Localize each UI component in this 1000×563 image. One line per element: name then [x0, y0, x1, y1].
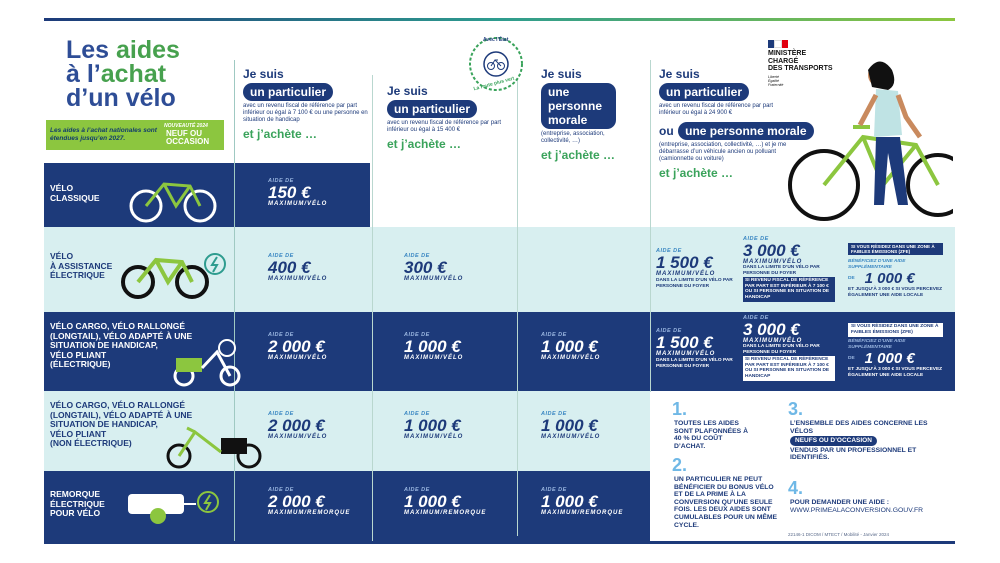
- aid-r4c2: AIDE DE 1 000 € MAXIMUM/VÉLO: [404, 411, 464, 440]
- row-label-cargo-nonelec: VÉLO CARGO, VÉLO RALLONGÉ (LONGTAIL), VÉLO ADAPTÉ À UNE SITUATION DE HANDICAP, VÉLO PLIANT (NON ÉLECTRIQUE): [50, 400, 193, 448]
- cargo-bike-icon: [165, 422, 265, 475]
- seal-bottom-text: La route plus vert: [472, 75, 516, 93]
- person-with-bike-illustration: [788, 55, 953, 225]
- aid-r2c4b: AIDE DE 3 000 € MAXIMUM/VÉLO DANS LA LIMITE D’UN VÉLO PAR PERSONNE DU FOYER SI REVENU FISCAL DE RÉFÉRENCE PAR PART EST INFÉRIEUR À 7 100 € OU SI PERSONNE EN SITUATION DE HANDICAP: [743, 236, 835, 302]
- separator-2: [372, 75, 373, 541]
- note-2: UN PARTICULIER NE PEUT BÉNÉFICIER DU BONUS VÉLO ET DE LA PRIME À LA CONVERSION QU’UNE SEULE FOIS. LES DEUX AIDES SONT CUMULABLES POUR UN MÊME CYCLE.: [674, 476, 778, 529]
- row-label-classique: VÉLO CLASSIQUE: [50, 183, 100, 203]
- footer-credit: 22146-1 DICOM / MTECT / Mobilité - Janvier 2024: [788, 532, 889, 537]
- aid-request-link[interactable]: WWW.PRIMEALACONVERSION.GOUV.FR: [790, 506, 924, 514]
- note-4: POUR DEMANDER UNE AIDE : WWW.PRIMEALACONVERSION.GOUV.FR: [790, 499, 950, 514]
- page-title: Les aides à l’achat d’un vélo: [66, 36, 180, 112]
- note-4-number: 4.: [788, 478, 804, 498]
- cargo-electric-bike-icon: [172, 338, 242, 393]
- aid-r3c3: AIDE DE 1 000 € MAXIMUM/VÉLO: [541, 332, 601, 361]
- row-label-vae: VÉLO À ASSISTANCE ÉLECTRIQUE: [50, 251, 113, 280]
- separator-3: [517, 70, 518, 536]
- note-2-number: 2.: [672, 455, 688, 475]
- aid-r4c1: AIDE DE 2 000 € MAXIMUM/VÉLO: [268, 411, 328, 440]
- aid-r3c2: AIDE DE 1 000 € MAXIMUM/VÉLO: [404, 332, 464, 361]
- top-gradient-line: [44, 18, 955, 21]
- row-label-cargo-elec: VÉLO CARGO, VÉLO RALLONGÉ (LONGTAIL), VÉLO ADAPTÉ À UNE SITUATION DE HANDICAP, VÉLO PLIANT (ÉLECTRIQUE): [50, 321, 193, 369]
- aid-r2c1: AIDE DE 400 € MAXIMUM/VÉLO: [268, 253, 328, 282]
- electric-bike-icon: [118, 248, 230, 305]
- strip-new-value: NEUF OU OCCASION: [166, 129, 210, 146]
- note-3: L’ENSEMBLE DES AIDES CONCERNE LES VÉLOS NEUFS OU D’OCCASION VENDUS PAR UN PROFESSIONNEL ET IDENTIFIÉS.: [790, 420, 928, 462]
- ministry-logo: MINISTÈRE CHARGÉ DES TRANSPORTS Liberté Égalité Fraternité: [768, 40, 833, 87]
- strip-left-text: Les aides à l’achat nationales sont étendues jusqu’en 2027.: [50, 127, 157, 142]
- separator-4: [650, 60, 651, 392]
- aid-r1c1: AIDE DE 150 € MAXIMUM/VÉLO: [268, 178, 328, 207]
- aid-r5c2: AIDE DE 1 000 € MAXIMUM/REMORQUE: [404, 487, 487, 516]
- french-flag-icon: [768, 40, 788, 48]
- aid-r5c1: AIDE DE 2 000 € MAXIMUM/REMORQUE: [268, 487, 351, 516]
- aid-r3c1: AIDE DE 2 000 € MAXIMUM/VÉLO: [268, 332, 328, 361]
- aid-r4c3: AIDE DE 1 000 € MAXIMUM/VÉLO: [541, 411, 601, 440]
- note-1-number: 1.: [672, 399, 688, 419]
- column-head-3: Je suis une personne morale (entreprise, association, collectivité, …) et j’achète …: [541, 67, 616, 162]
- column-head-4: Je suis un particulier avec un revenu fiscal de référence par part inférieur ou égal à 24 900 € ou une personne morale (entreprise, association, collectivité, …) et je me débarrasse d’un véhicule ancien ou polluant (camionnette ou voiture) et j’achète …: [659, 67, 829, 180]
- column-head-1: Je suis un particulier avec un revenu fiscal de référence par part inférieur ou égal à 7 100 € ou une personne en situation de handicap et j’achète …: [243, 67, 368, 141]
- bottom-line: [44, 541, 955, 544]
- aid-r3c4a: AIDE DE 1 500 € MAXIMUM/VÉLO DANS LA LIMITE D’UN VÉLO PAR PERSONNE DU FOYER: [656, 328, 733, 369]
- note-1: TOUTES LES AIDES SONT PLAFONNÉES À 40 % DU COÛT D’ACHAT.: [674, 420, 749, 450]
- seal-top-text: Avec l’État: [483, 37, 509, 43]
- aid-r5c3: AIDE DE 1 000 € MAXIMUM/REMORQUE: [541, 487, 624, 516]
- aid-r2c4a: AIDE DE 1 500 € MAXIMUM/VÉLO DANS LA LIMITE D’UN VÉLO PAR PERSONNE DU FOYER: [656, 248, 733, 289]
- strip-new-label: NOUVEAUTÉ 2024: [164, 123, 208, 129]
- zfe-box-r2: SI VOUS RÉSIDEZ DANS UNE ZONE À FAIBLES ÉMISSIONS (ZFE) BÉNÉFICIEZ D’UNE AIDE SUPPLÉMENTAIRE DE 1 000 € ET JUSQU’À 3 000 € SI VOUS PERCEVEZ ÉGALEMENT UNE AIDE LOCALE: [848, 243, 943, 298]
- info-strip: [46, 120, 224, 150]
- zfe-box-r3: SI VOUS RÉSIDEZ DANS UNE ZONE À FAIBLES ÉMISSIONS (ZFE) BÉNÉFICIEZ D’UNE AIDE SUPPLÉMENTAIRE DE 1 000 € ET JUSQU’À 3 000 € SI VOUS PERCEVEZ ÉGALEMENT UNE AIDE LOCALE: [848, 324, 943, 378]
- electric-trailer-icon: [124, 486, 224, 533]
- aid-r3c4b: AIDE DE 3 000 € MAXIMUM/VÉLO DANS LA LIMITE D’UN VÉLO PAR PERSONNE DU FOYER SI REVENU FISCAL DE RÉFÉRENCE PAR PART EST INFÉRIEUR À 7 100 € OU SI PERSONNE EN SITUATION DE HANDICAP: [743, 315, 835, 381]
- classic-bike-icon: [128, 172, 218, 229]
- aid-r2c2: AIDE DE 300 € MAXIMUM/VÉLO: [404, 253, 464, 282]
- row-label-remorque: REMORQUE ÉLECTRIQUE POUR VÉLO: [50, 489, 105, 518]
- column-head-2: Je suis un particulier avec un revenu fiscal de référence par part inférieur ou égal à 15 400 € et j’achète …: [387, 84, 502, 151]
- note-3-number: 3.: [788, 399, 804, 419]
